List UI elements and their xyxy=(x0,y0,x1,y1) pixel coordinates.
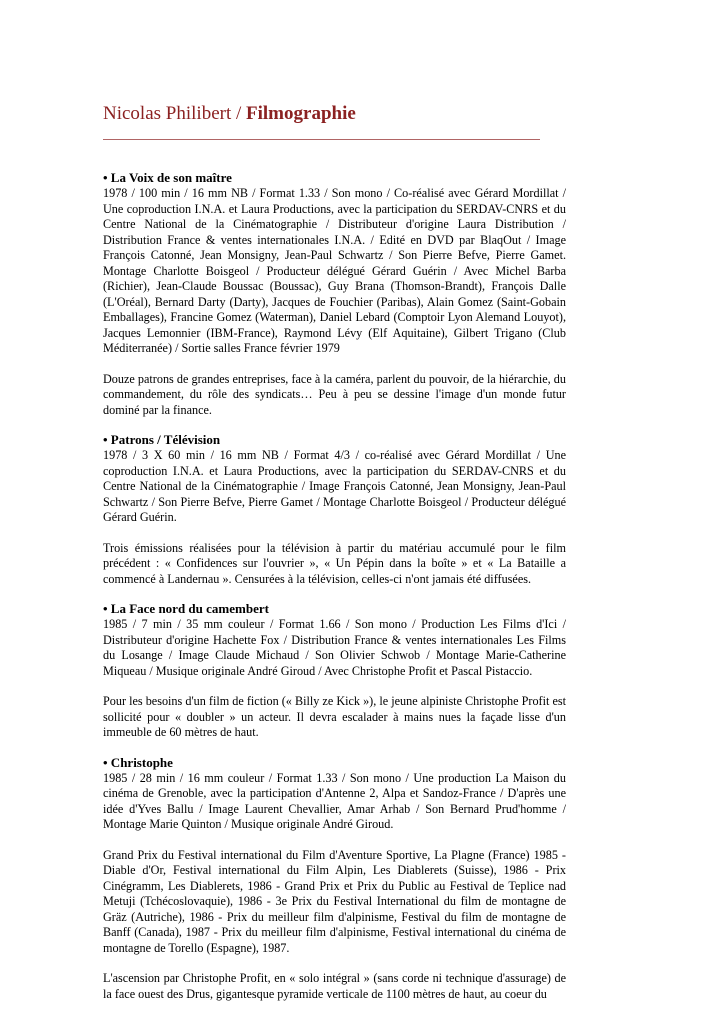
film-credits: 1985 / 7 min / 35 mm couleur / Format 1.66 / Son mono / Production Les Films d'Ici / Distributeur d'origine Hachette Fox / Distribution France & ventes internationales Les Films du Losange / Image Claude Michaud / Son Olivier Schwob / Montage Marie-Catherine Miqueau / Musique originale André Giroud / Avec Christophe Profit et Pascal Pistaccio. xyxy=(103,617,566,678)
film-description: Pour les besoins d'un film de fiction (« Billy ze Kick »), le jeune alpiniste Christophe Profit est sollicité pour « doubler » un acteur. Il devra escalader à mains nues la façade lisse d'un immeuble de 60 mètres de haut. xyxy=(103,694,566,739)
film-credits: 1978 / 3 X 60 min / 16 mm NB / Format 4/3 / co-réalisé avec Gérard Mordillat / Une coproduction I.N.A. et Laura Productions, avec la participation du SERDAV-CNRS et du Centre National de la Cinématographie / Image François Catonné, Jean Monsigny, Jean-Paul Schwartz / Son Pierre Befve, Pierre Gamet / Montage Charlotte Boisgeol / Producteur délégué Gérard Guérin. xyxy=(103,448,566,524)
film-awards: Grand Prix du Festival international du Film d'Aventure Sportive, La Plagne (France) 1985 - Diable d'Or, Festival international du Film Alpin, Les Diablerets (Suisse), 1986 - Prix Cinégramm, Les Diablerets, 1986 - Grand Prix et Prix du Public au Festival de Teplice nad Metuji (Tchécoslovaquie), 1986 - 3e Prix du Festival International du film de montagne de Gräz (Autriche), 1986 - Prix du meilleur film d'alpinisme, Festival du film de montagne de Banff (Canada), 1987 - Prix du meilleur film d'alpinisme, Festival international du cinéma de montagne de Torello (Espagne), 1987. xyxy=(103,847,566,955)
page-title-filmography: Filmographie xyxy=(246,103,356,124)
film-credits: 1985 / 28 min / 16 mm couleur / Format 1.33 / Son mono / Une production La Maison du cinéma de Grenoble, avec la participation d'Antenne 2, Alpa et Sandoz-France / D'après une idée d'Yves Ballu / Image Laurent Chevallier, Amar Arhab / Son Bernard Prud'homme / Montage Marie Quinton / Musique originale André Giroud. xyxy=(103,770,566,831)
film-credits: 1978 / 100 min / 16 mm NB / Format 1.33 / Son mono / Co-réalisé avec Gérard Mordillat / Une coproduction I.N.A. et Laura Productions, avec la participation du SERDAV-CNRS et du Centre National de la Cinématographie / Distributeur d'origine Laura Distribution / Distribution France & ventes internationales I.N.A. / Edité en DVD par BlaqOut / Image François Catonné, Jean Monsigny, Jean-Paul Schwartz / Son Pierre Befve, Pierre Gamet. Montage Charlotte Boisgeol / Producteur délégué Gérard Guérin / Avec Michel Barba (Richier), Jean-Claude Boussac (Boussac), Guy Brana (Thomson-Brandt), François Dalle (L'Oréal), Bernard Darty (Darty), Jacques de Fouchier (Paribas), Alain Gomez (Saint-Gobain Emballages), Francine Gomez (Waterman), Daniel Lebard (Comptoir Lyon Alemand Louyot), Jacques Lemonnier (IBM-France), Raymond Lévy (Elf Aquitaine), Gilbert Trigano (Club Méditerranée) / Sortie salles France février 1979 xyxy=(103,186,566,355)
film-title: • La Face nord du camembert xyxy=(103,601,269,616)
page-title-author: Nicolas Philibert / xyxy=(103,103,247,124)
film-title: • La Voix de son maître xyxy=(103,170,232,185)
film-section-la-voix-de-son-maitre xyxy=(103,170,566,418)
title-divider xyxy=(103,139,540,140)
film-section-la-face-nord-du-camembert xyxy=(103,601,566,741)
film-title: • Patrons / Télévision xyxy=(103,432,221,447)
film-description: Douze patrons de grandes entreprises, face à la caméra, parlent du pouvoir, de la hiérarchie, du commandement, du rôle des syndicats… Peu à peu se dessine l'image d'un monde futur dominé par la finance. xyxy=(103,371,566,417)
film-title: • Christophe xyxy=(103,754,173,770)
film-section-patrons-television xyxy=(103,432,566,587)
document-content xyxy=(103,102,566,1002)
film-description: Trois émissions réalisées pour la télévision à partir du matériau accumulé pour le film précédent : « Confidences sur l'ouvrier », « Un Pépin dans la boîte » et « La Bataille a commencé à Landernau ». Censurées à la télévision, celles-ci n'ont jamais été diffusées. xyxy=(103,540,566,586)
film-section-christophe xyxy=(103,755,566,1003)
page-title xyxy=(103,102,566,125)
film-description: L'ascension par Christophe Profit, en « solo intégral » (sans corde ni technique d'assurage) de la face ouest des Drus, gigantesque pyramide verticale de 1100 mètres de haut, au coeur du xyxy=(103,971,566,1001)
